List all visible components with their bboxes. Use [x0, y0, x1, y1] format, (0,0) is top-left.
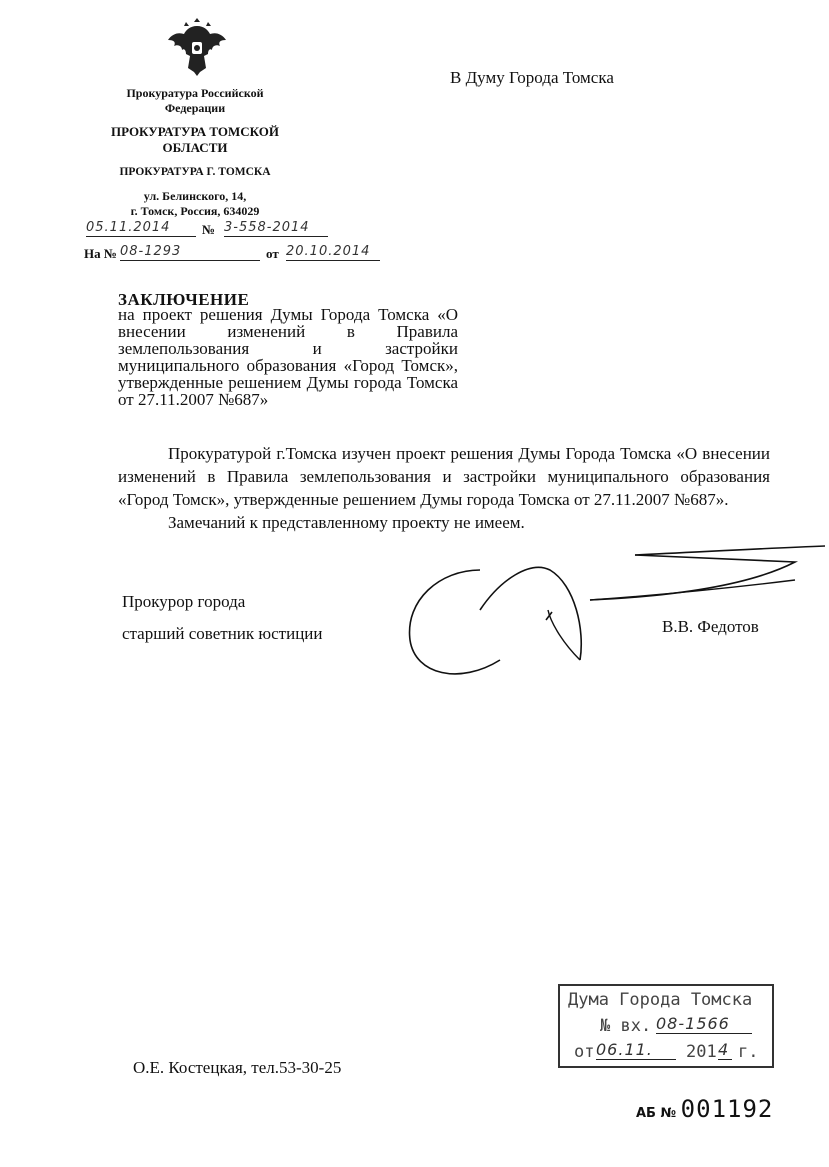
- document-body: [118, 442, 770, 534]
- address-city: г. Томск, Россия, 634029: [130, 204, 260, 218]
- body-paragraph-2: Замечаний к представленному проекту не имеем.: [168, 513, 525, 532]
- ref-date: 20.10.2014: [286, 244, 380, 261]
- document-title: ЗАКЛЮЧЕНИЕ: [118, 290, 250, 309]
- addressee: В Думу Города Томска: [450, 68, 614, 87]
- ref-number: 08-1293: [120, 244, 260, 261]
- stamp-year-suffix: г.: [738, 1042, 759, 1062]
- address-street: ул. Белинского, 14,: [143, 189, 247, 203]
- ref-date-label: от: [266, 246, 279, 261]
- serial-number: [636, 1095, 773, 1123]
- body-paragraph-1: Прокуратурой г.Томска изучен проект решения Думы Города Томска «О внесении изменений в Правила землепользования и застройки муниципального образования «Город Томск», утвержденные решением Думы города Томска от 27.11.2007 №687».: [118, 444, 770, 509]
- coat-of-arms-icon: [164, 12, 230, 78]
- org-city: ПРОКУРАТУРА Г. ТОМСКА: [119, 166, 271, 178]
- ref-label: На №: [84, 246, 117, 261]
- stamp-incoming-label: № вх.: [600, 1016, 652, 1036]
- stamp-date: 06.11.: [596, 1040, 676, 1060]
- org-name: Прокуратура Российской Федерации: [126, 86, 264, 115]
- org-address: [100, 189, 290, 219]
- stamp-incoming-number: 08-1566: [656, 1014, 752, 1034]
- outgoing-date: 05.11.2014: [86, 220, 196, 237]
- signer-name: В.В. Федотов: [662, 617, 759, 636]
- reference-line: [84, 242, 384, 262]
- stamp-title: Дума Города Томска: [568, 990, 753, 1010]
- outgoing-reg-line: [86, 220, 330, 238]
- serial-value: 001192: [680, 1095, 774, 1123]
- stamp-year-prefix: 201: [686, 1042, 717, 1062]
- outgoing-number-label: №: [202, 222, 216, 237]
- signature-icon: [400, 540, 829, 685]
- registration-stamp: [558, 984, 774, 1068]
- executor-info: О.Е. Костецкая, тел.53-30-25: [133, 1058, 342, 1077]
- signer-position: Прокурор города: [122, 592, 246, 611]
- stamp-date-prefix: от: [574, 1042, 595, 1062]
- org-regional: ПРОКУРАТУРА ТОМСКОЙ ОБЛАСТИ: [110, 124, 280, 155]
- document-subject: на проект решения Думы Города Томска «О внесении изменений в Правила землепользования и застройки муниципального образования «Город Томск», утвержденные решением Думы города Томска от 27.11.2007 №687»: [118, 305, 458, 409]
- outgoing-number: 3-558-2014: [224, 220, 328, 237]
- stamp-year-digit: 4: [718, 1040, 732, 1060]
- serial-label: АБ №: [636, 1106, 677, 1121]
- signer-rank: старший советник юстиции: [122, 624, 323, 643]
